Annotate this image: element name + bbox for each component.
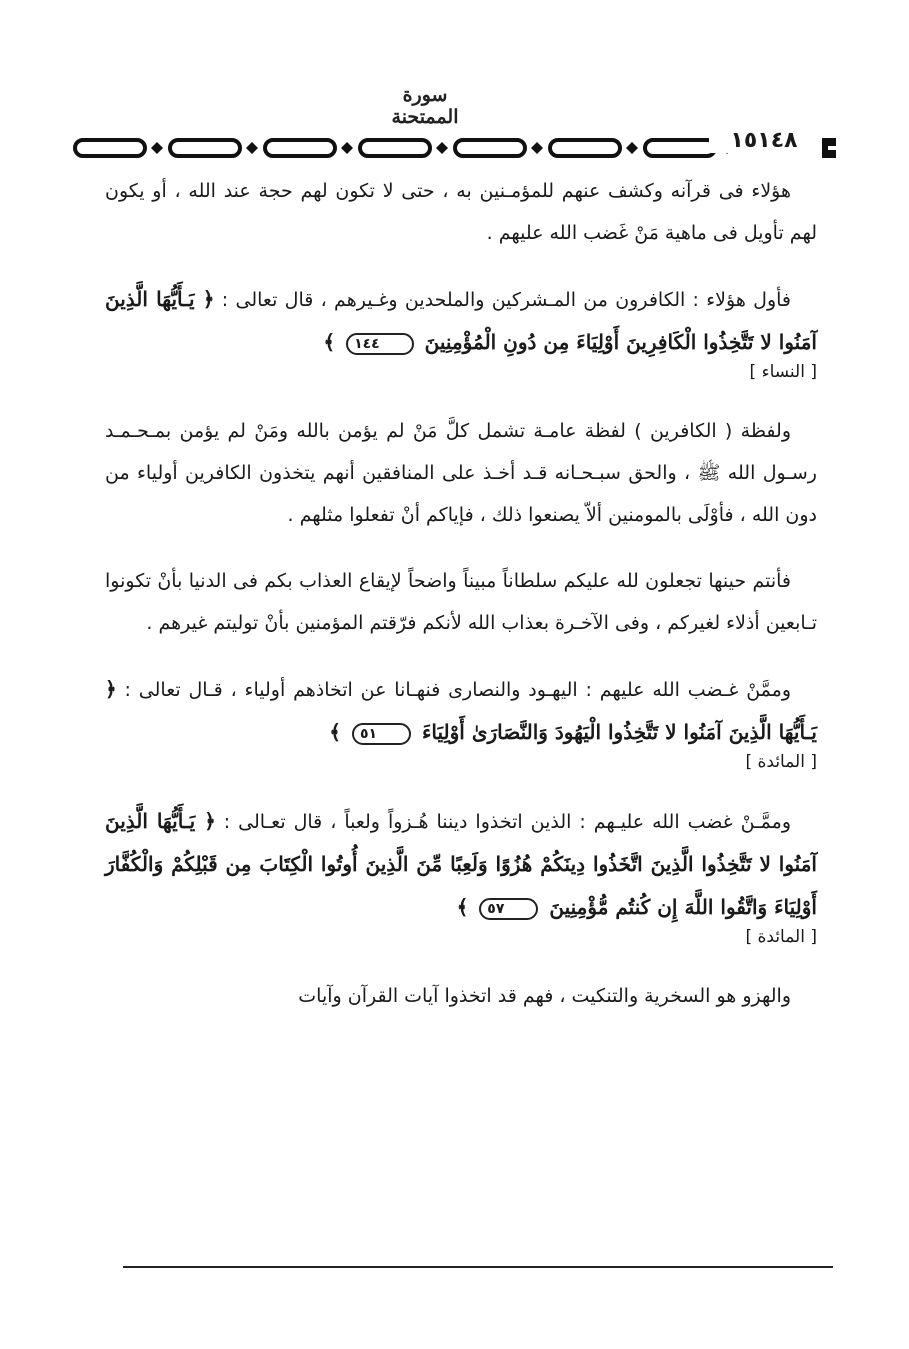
ayah-number: ٥١ bbox=[352, 723, 411, 745]
paragraph-text: فأنتم حينها تجعلون لله عليكم سلطاناً مبيناً واضحاً لإيقاع العذاب بكم فى الدنيا بأنْ تكونوا تـابعين أذلاء لغيركم ، وفى الآخـرة بعذاب الله لأنكم فرّقتم المؤمنين بأنْ توليتم غيرهم . bbox=[105, 570, 817, 634]
paragraph-text: والهزو هو السخرية والتنكيت ، فهم قد اتخذوا آيات القرآن وآيات bbox=[298, 985, 791, 1007]
paragraph-4 bbox=[105, 560, 817, 644]
paragraph-text: فأول هؤلاء : الكافرون من المـشركين والملحدين وغـيرهم ، قال تعالى : bbox=[214, 289, 791, 311]
surah-reference-text: [ المائدة ] bbox=[745, 927, 817, 947]
paragraph-text: ولفظة ( الكافرين ) لفظة عامـة تشمل كلَّ مَنْ لم يؤمن بالله ومَنْ لم يؤمن بمـحـمـد رسـول الله ﷺ ، والحق سبـحـانه قـد أخـذ على المنافقين أنهم يتخذون الكافرين أولياء من دون الله ، فأوْلَى بالمومنين ألاّ يصنعوا ذلك ، فإياكم أنْ تفعلوا مثلهم . bbox=[105, 420, 817, 526]
paragraph-1 bbox=[105, 170, 817, 254]
quran-close-bracket: ﴾ bbox=[456, 895, 476, 919]
surah-reference-text: [ النساء ] bbox=[749, 362, 817, 382]
ayah-number: ٥٧ bbox=[479, 898, 538, 920]
paragraph-6 bbox=[105, 800, 817, 951]
surah-reference bbox=[105, 358, 817, 386]
paragraph-text: وممَّنْ غـضب الله عليهم : اليهـود والنصارى فنهـانا عن اتخاذهم أولياء ، قـال تعالى : bbox=[116, 679, 791, 701]
paragraph-text: هؤلاء فى قرآنه وكشف عنهم للمؤمـنين به ، حتى لا تكون لهم حجة عند الله ، أو يكون لهم تأويل فى ماهية مَنْ غَضب الله عليهم . bbox=[105, 180, 817, 244]
surah-reference bbox=[105, 748, 817, 776]
paragraph-3 bbox=[105, 410, 817, 536]
quran-close-bracket: ﴾ bbox=[323, 330, 343, 354]
quran-verse: ﴿ يَـأَيُّهَا الَّذِينَ آمَنُوا لا تَتَّخِذُوا الْكَافِرِينَ أَوْلِيَاءَ مِن دُونِ الْمُؤْمِنِينَ bbox=[105, 287, 817, 354]
surah-reference-text: [ المائدة ] bbox=[745, 752, 817, 772]
quran-close-bracket: ﴾ bbox=[329, 720, 348, 744]
ayah-number: ١٤٤ bbox=[346, 333, 414, 355]
quran-verse: ﴿ يَـأَيُّهَا الَّذِينَ آمَنُوا لا تَتَّخِذُوا الْيَهُودَ وَالنَّصَارَىٰ أَوْلِيَاءَ bbox=[105, 677, 817, 744]
paragraph-5 bbox=[105, 668, 817, 776]
page-number: ١٥١٤٨ bbox=[709, 128, 819, 153]
paragraph-7 bbox=[105, 975, 817, 1017]
surah-reference bbox=[105, 923, 817, 951]
paragraph-text: وممَّـنْ غضب الله عليـهم : الذين اتخذوا ديننا هُـزواً ولعباً ، قال تعـالى : bbox=[215, 811, 791, 833]
paragraph-2 bbox=[105, 278, 817, 386]
surah-title: سورة الممتحنة bbox=[391, 84, 459, 128]
footer-rule bbox=[123, 1266, 833, 1268]
quran-verse: ﴿ يَـأَيُّهَا الَّذِينَ آمَنُوا لا تَتَّخِذُوا الَّذِينَ اتَّخَذُوا دِينَكُمْ هُزُوًا وَلَعِبًا مِّنَ الَّذِينَ أُوتُوا الْكِتَابَ مِن قَبْلِكُمْ وَالْكُفَّارَ أَوْلِيَاءَ وَاتَّقُوا اللَّهَ إِن كُنتُم مُّؤْمِنِينَ bbox=[105, 809, 817, 919]
page-body bbox=[105, 170, 817, 1041]
